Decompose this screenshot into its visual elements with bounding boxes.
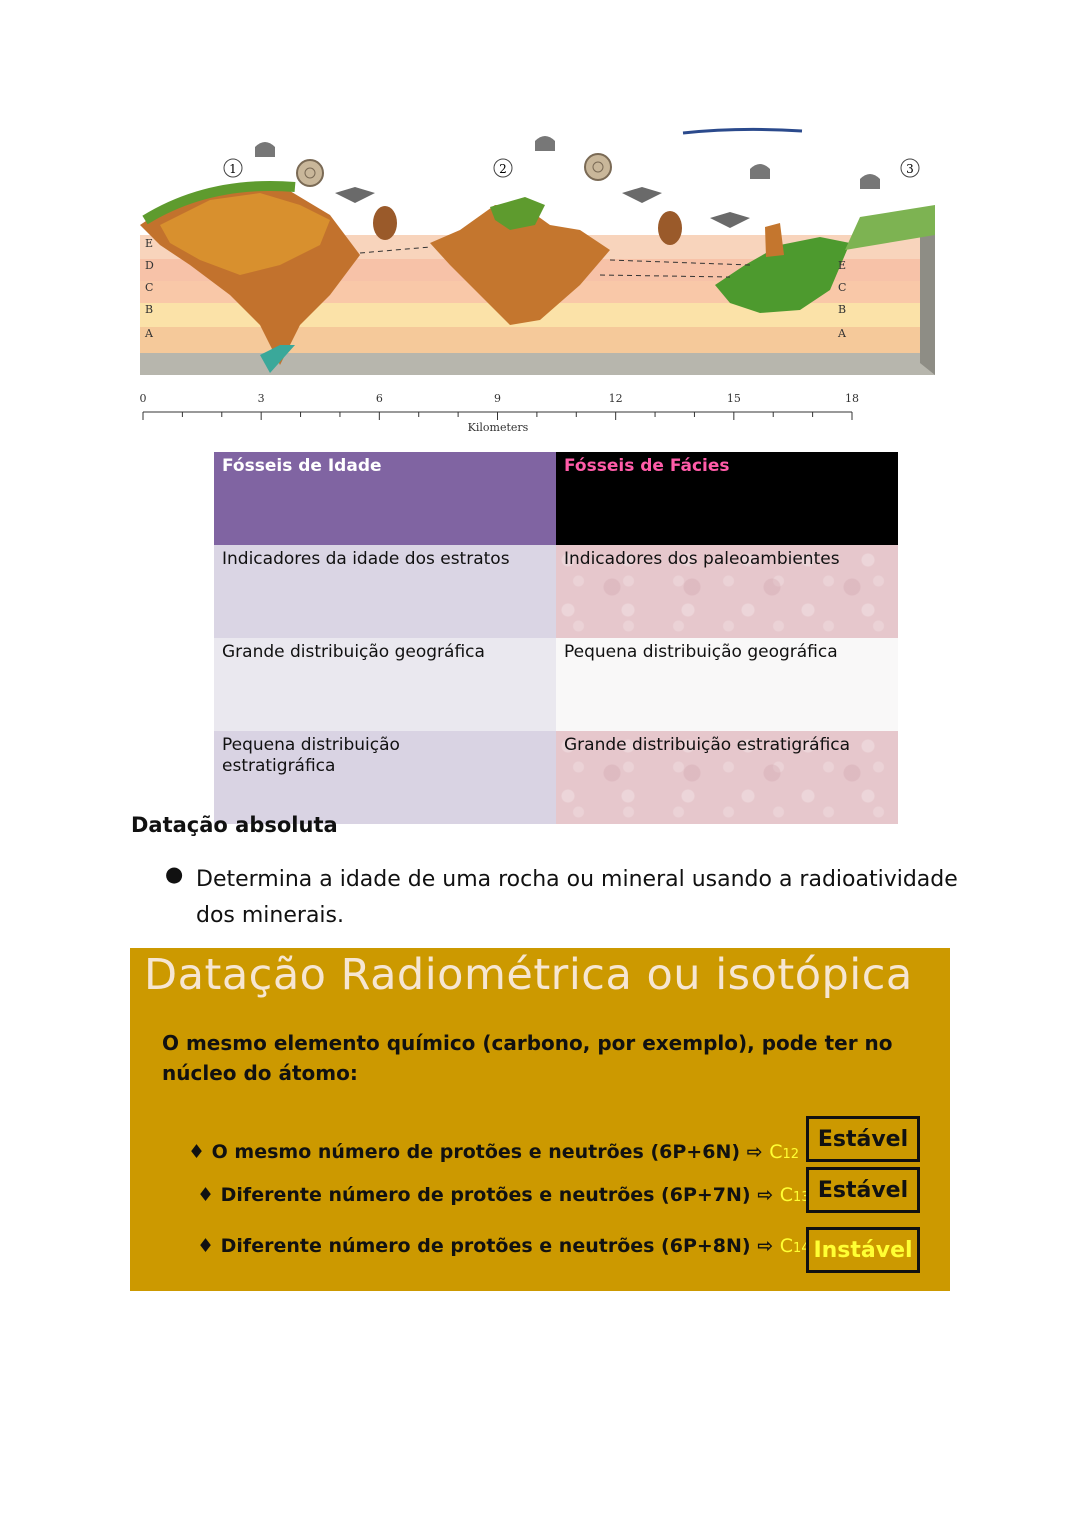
isotope-symbol: C13 (779, 1184, 810, 1206)
layer-label-left-e: E (145, 237, 154, 250)
isotope-text: ♦ Diferente número de protões e neutrões (6P+7N) ⇨ (197, 1184, 780, 1206)
table-header-row (214, 452, 898, 545)
bivalve-icon (335, 187, 375, 203)
trilobite-icon (373, 206, 397, 240)
layer-label-right-b: B (838, 303, 847, 316)
status-box-c12: Estável (806, 1116, 920, 1162)
scale-tick-label: 12 (608, 392, 623, 405)
scale-tick-label: 15 (726, 392, 741, 405)
layer-label-left-a: A (145, 327, 153, 340)
header-fosseis-facies: Fósseis de Fácies (556, 452, 898, 545)
brachiopod-icon (860, 174, 880, 189)
isotope-text: ♦ O mesmo número de protões e neutrões (6P+6N) ⇨ (188, 1141, 770, 1163)
section-title: Datação absoluta (131, 813, 338, 837)
site-marker-3 (901, 159, 919, 177)
table-cell: Grande distribuição geográfica (214, 638, 556, 731)
slide-title: Datação Radiométrica ou isotópica (144, 950, 913, 1000)
bullet-dot: ● (165, 862, 184, 886)
site-marker-2 (494, 159, 512, 177)
isotope-text: ♦ Diferente número de protões e neutrões (6P+8N) ⇨ (197, 1235, 780, 1257)
brachiopod-icon (535, 136, 555, 151)
bullet-text: Determina a idade de uma rocha ou mineral usando a radioatividade dos minerais. (196, 867, 958, 928)
layer-label-left-d: D (145, 259, 154, 272)
layer-label-right-a: A (838, 327, 846, 340)
scale-tick-label: 18 (845, 392, 859, 405)
table-cell: Pequena distribuição estratigráfica (214, 731, 556, 824)
site-marker-1 (224, 159, 242, 177)
radiometric-slide (130, 948, 950, 1291)
ammonite-icon (297, 160, 323, 186)
table-row (214, 731, 898, 824)
geology-figure (130, 125, 950, 440)
table-cell: Pequena distribuição geográfica (556, 638, 898, 731)
svg-text:1: 1 (229, 162, 237, 176)
isotope-item-c12 (188, 1141, 799, 1163)
ammonite-icon (585, 154, 611, 180)
table-cell: Indicadores da idade dos estratos (214, 545, 556, 638)
base-layer (140, 353, 935, 375)
layer-label-right-c: C (838, 281, 847, 294)
bivalve-icon (710, 212, 750, 228)
isotope-item-c13 (197, 1184, 810, 1206)
svg-text:3: 3 (906, 162, 914, 176)
scale-tick-label: 9 (494, 392, 501, 405)
brachiopod-icon (255, 142, 275, 157)
table-cell: Indicadores dos paleoambientes (556, 545, 898, 638)
table-row (214, 638, 898, 731)
trilobite-icon (658, 211, 682, 245)
layer-label-right-e: E (838, 259, 847, 272)
svg-text:2: 2 (499, 162, 507, 176)
scale-tick-label: 6 (375, 392, 383, 405)
table-cell: Grande distribuição estratigráfica (556, 731, 898, 824)
scale-unit-label: Kilometers (467, 421, 529, 434)
layer-label-left-b: B (145, 303, 154, 316)
header-fosseis-idade: Fósseis de Idade (214, 452, 556, 545)
layer-label-left-c: C (145, 281, 154, 294)
status-box-c14: Instável (806, 1227, 920, 1273)
fossil-comparison-table (214, 452, 898, 824)
scale-tick-label: 3 (257, 392, 265, 405)
slide-intro: O mesmo elemento químico (carbono, por exemplo), pode ter no núcleo do átomo: (162, 1031, 893, 1085)
isotope-symbol: C12 (769, 1141, 800, 1163)
bivalve-icon (622, 187, 662, 203)
scale-tick-label: 0 (139, 392, 147, 405)
isotope-item-c14 (197, 1235, 810, 1257)
brachiopod-icon (750, 164, 770, 179)
status-box-c13: Estável (806, 1167, 920, 1213)
layer-a (140, 327, 935, 353)
decorative-arc (683, 129, 802, 133)
isotope-symbol: C14 (779, 1235, 810, 1257)
table-row (214, 545, 898, 638)
